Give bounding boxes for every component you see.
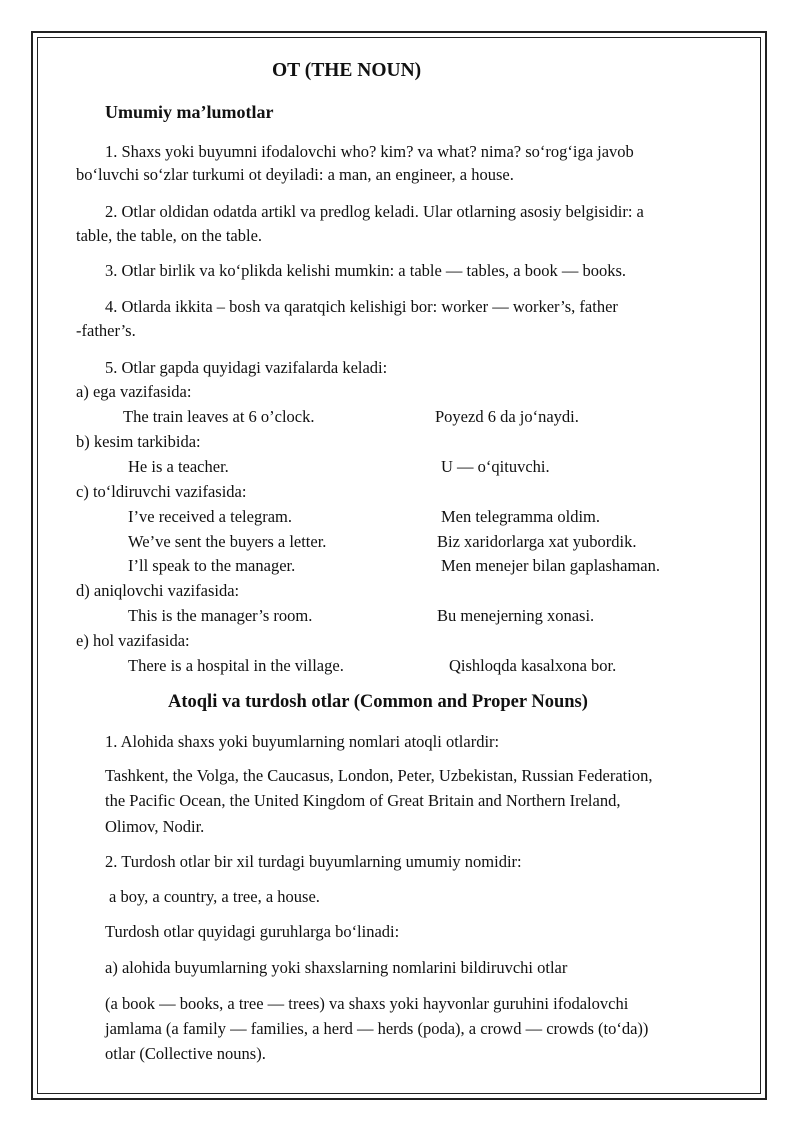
function-label-c: c) to‘ldiruvchi vazifasida: (76, 482, 247, 501)
example-english: There is a hospital in the village. (128, 656, 344, 675)
example-english: This is the manager’s room. (128, 606, 313, 625)
proper-nouns-line-3: Olimov, Nodir. (105, 817, 205, 836)
function-label-d: d) aniqlovchi vazifasida: (76, 581, 240, 600)
paragraph-2-line-2: table, the table, on the table. (76, 226, 263, 245)
example-uzbek: Bu menejerning xonasi. (437, 606, 595, 625)
example-english: He is a teacher. (128, 457, 229, 476)
function-label-e: e) hol vazifasida: (76, 631, 190, 650)
section2-paragraph-1: 1. Alohida shaxs yoki buyumlarning nomlari atoqli otlardir: (105, 732, 500, 751)
paragraph-3: 3. Otlar birlik va ko‘plikda kelishi mumkin: a table — tables, a book — books. (105, 261, 627, 280)
example-english: The train leaves at 6 o’clock. (123, 407, 315, 426)
paragraph-1-line-1: 1. Shaxs yoki buyumni ifodalovchi who? kim? va what? nima? so‘rog‘iga javob (105, 142, 634, 161)
example-uzbek: Qishloqda kasalxona bor. (449, 656, 617, 675)
function-label-b: b) kesim tarkibida: (76, 432, 201, 451)
section2-paragraph-5-line-3: otlar (Collective nouns). (105, 1044, 266, 1063)
section2-paragraph-5-line-1: (a book — books, a tree — trees) va shaxs yoki hayvonlar guruhini ifodalovchi (105, 994, 629, 1013)
example-english: I’ve received a telegram. (128, 507, 292, 526)
section-heading-common-proper: Atoqli va turdosh otlar (Common and Proper Nouns) (168, 692, 588, 712)
example-uzbek: Men telegramma oldim. (441, 507, 600, 526)
section2-paragraph-3: Turdosh otlar quyidagi guruhlarga bo‘linadi: (105, 922, 400, 941)
example-uzbek: Biz xaridorlarga xat yubordik. (437, 532, 637, 551)
section2-paragraph-2: 2. Turdosh otlar bir xil turdagi buyumlarning umumiy nomidir: (105, 852, 522, 871)
page-title: OT (THE NOUN) (272, 60, 422, 81)
paragraph-4-line-1: 4. Otlarda ikkita – bosh va qaratqich kelishigi bor: worker — worker’s, father (105, 297, 618, 316)
paragraph-4-line-2: -father’s. (76, 321, 136, 340)
section2-paragraph-4: a) alohida buyumlarning yoki shaxslarning nomlarini bildiruvchi otlar (105, 958, 568, 977)
example-english: We’ve sent the buyers a letter. (128, 532, 327, 551)
paragraph-1-line-2: bo‘luvchi so‘zlar turkumi ot deyiladi: a man, an engineer, a house. (76, 165, 514, 184)
proper-nouns-line-2: the Pacific Ocean, the United Kingdom of Great Britain and Northern Ireland, (105, 791, 621, 810)
example-uzbek: U — o‘qituvchi. (441, 457, 550, 476)
example-uzbek: Poyezd 6 da jo‘naydi. (435, 407, 579, 426)
function-label-a: a) ega vazifasida: (76, 382, 192, 401)
common-nouns-examples: a boy, a country, a tree, a house. (109, 887, 320, 906)
paragraph-2-line-1: 2. Otlar oldidan odatda artikl va predlog keladi. Ular otlarning asosiy belgisidir: a (105, 202, 644, 221)
proper-nouns-line-1: Tashkent, the Volga, the Caucasus, London, Peter, Uzbekistan, Russian Federation, (105, 766, 653, 785)
paragraph-5: 5. Otlar gapda quyidagi vazifalarda keladi: (105, 358, 388, 377)
section-heading-general: Umumiy ma’lumotlar (105, 102, 274, 122)
example-uzbek: Men menejer bilan gaplashaman. (441, 556, 661, 575)
example-english: I’ll speak to the manager. (128, 556, 296, 575)
section2-paragraph-5-line-2: jamlama (a family — families, a herd — herds (poda), a crowd — crowds (to‘da)) (105, 1019, 649, 1038)
